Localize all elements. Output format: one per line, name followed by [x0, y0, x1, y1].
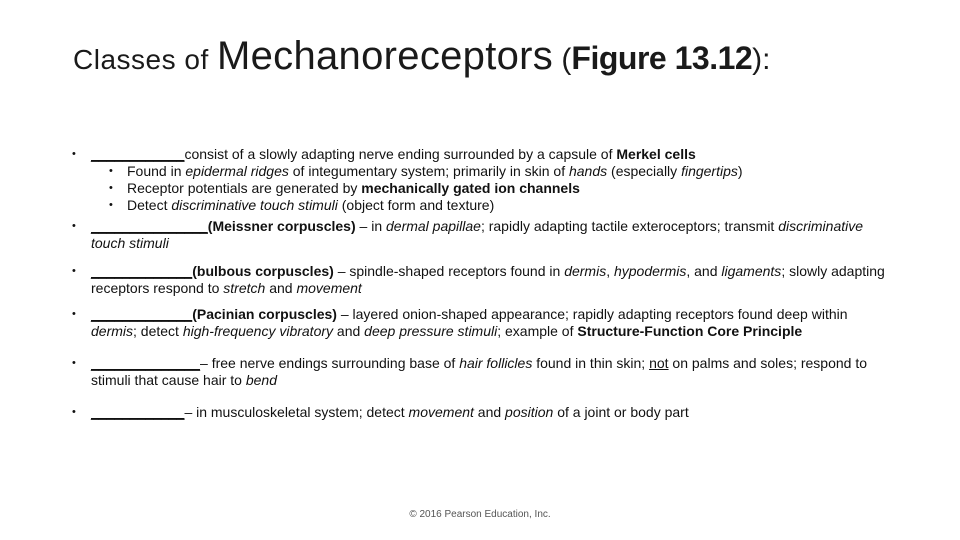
sub-bullet: • Detect discriminative touch stimuli (object form and texture) [109, 197, 495, 213]
fill-in-blank: ____________ [91, 404, 185, 420]
bullet-dot: • [109, 182, 113, 194]
bullet-list [72, 146, 892, 421]
bullet-bulbous: • _____________(bulbous corpuscles) – spindle-shaped receptors found in dermis, hypodermis, and ligaments; slowly adapting receptors respond to stretch and movement [72, 263, 885, 296]
bullet-dot: • [72, 220, 76, 232]
bullet-dot: • [109, 165, 113, 177]
figure-reference: Figure 13.12 [571, 40, 753, 76]
bullet-proprioceptors: • ____________– in musculoskeletal system; detect movement and position of a joint or body part [72, 404, 689, 420]
fill-in-blank: _____________ [91, 263, 193, 279]
fill-in-blank: ____________ [91, 146, 185, 162]
bullet-dot: • [109, 199, 113, 211]
sub-bullet: • Receptor potentials are generated by mechanically gated ion channels [109, 180, 580, 196]
fill-in-blank: ______________ [91, 355, 201, 371]
copyright-footer: © 2016 Pearson Education, Inc. [409, 509, 551, 520]
bullet-dot: • [72, 265, 76, 277]
sub-bullet: • Found in epidermal ridges of integumentary system; primarily in skin of hands (especially fingertips) [109, 163, 743, 179]
bullet-merkel: • ____________consist of a slowly adapting nerve ending surrounded by a capsule of Merkel cells [72, 146, 696, 162]
slide-title: Classes of Mechanoreceptors (Figure 13.12): [73, 34, 771, 78]
bullet-dot: • [72, 308, 76, 320]
fill-in-blank: _____________ [91, 306, 193, 322]
bullet-hair-follicle: • ______________– free nerve endings surrounding base of hair follicles found in thin skin; not on palms and soles; respond to stimuli that cause hair to bend [72, 355, 868, 388]
fill-in-blank: _______________ [91, 218, 208, 234]
bullet-pacinian: • _____________(Pacinian corpuscles) – layered onion-shaped appearance; rapidly adapting receptors found deep within dermis; detect high-frequency vibratory and deep pressure stimuli; example of Structure-Function Core Principle [72, 306, 848, 339]
bullet-dot: • [72, 148, 76, 160]
bullet-meissner: • _______________(Meissner corpuscles) – in dermal papillae; rapidly adapting tactile exteroceptors; transmit discriminative touch stimuli [72, 218, 864, 251]
bullet-dot: • [72, 357, 76, 369]
bullet-dot: • [72, 406, 76, 418]
